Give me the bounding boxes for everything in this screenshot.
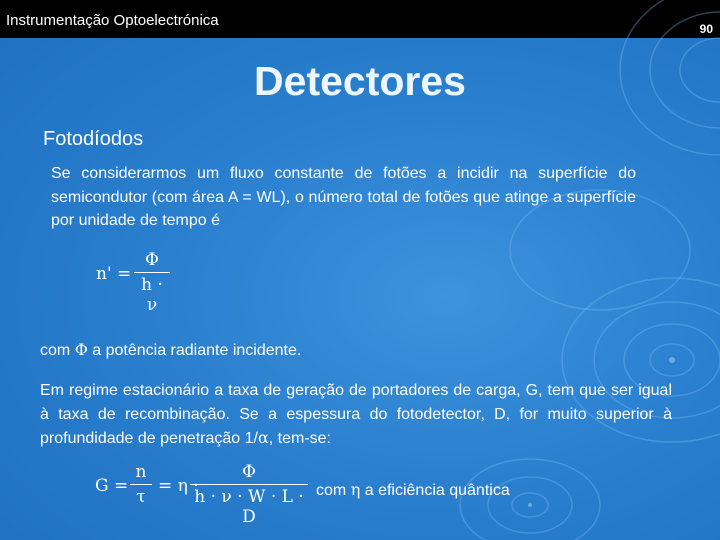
course-title: Instrumentação Optoelectrónica	[6, 12, 219, 29]
quantum-efficiency-note	[316, 480, 510, 500]
page-number: 90	[699, 22, 713, 36]
equation2-frac1-denominator: τ	[136, 487, 146, 507]
note-prefix: com	[316, 482, 347, 499]
equation1-denominator: h · ν	[141, 275, 163, 315]
paragraph-radiant-power	[40, 338, 680, 363]
equation2-lhs: G =	[95, 476, 129, 496]
equation2-middle: = η ·	[158, 476, 199, 496]
equation1-lhs: n' =	[96, 264, 132, 284]
paragraph3-text: Em regime estacionário a taxa de geração de portadores de carga, G, tem que ser igual à taxa de recombinação. Se a espessura do fotodetector, D, for muito superior à profundidade de penetração 1/	[40, 382, 672, 447]
note-suffix: a eficiência quântica	[364, 482, 510, 499]
equation2-fraction1	[130, 462, 152, 507]
equation2-frac2-numerator: Φ	[190, 462, 308, 485]
phi-symbol: Φ	[74, 340, 88, 359]
paragraph2-suffix: a potência radiante incidente.	[92, 342, 302, 359]
header-bar	[0, 0, 720, 38]
paragraph-photon-flux: Se considerarmos um fluxo constante de fotões a incidir na superfície do semicondutor (com área A = WL), o número total de fotões que atinge a superfície por unidade de tempo é	[51, 165, 636, 229]
eta-symbol: η	[350, 480, 361, 499]
paragraph-steady-state	[40, 379, 672, 451]
paragraph2-prefix: com	[40, 342, 71, 359]
equation1-numerator: Φ	[134, 250, 170, 273]
section-subtitle: Fotodíodos	[43, 128, 144, 150]
equation2-frac1-numerator: n	[130, 462, 152, 485]
equation2-fraction2	[190, 462, 308, 527]
alpha-symbol: α	[257, 428, 269, 447]
equation2-frac2-denominator: h · ν · W · L · D	[194, 487, 304, 527]
equation1-fraction	[134, 250, 170, 315]
slide-title: Detectores	[254, 58, 466, 104]
paragraph3-suffix: , tem-se:	[268, 430, 331, 447]
